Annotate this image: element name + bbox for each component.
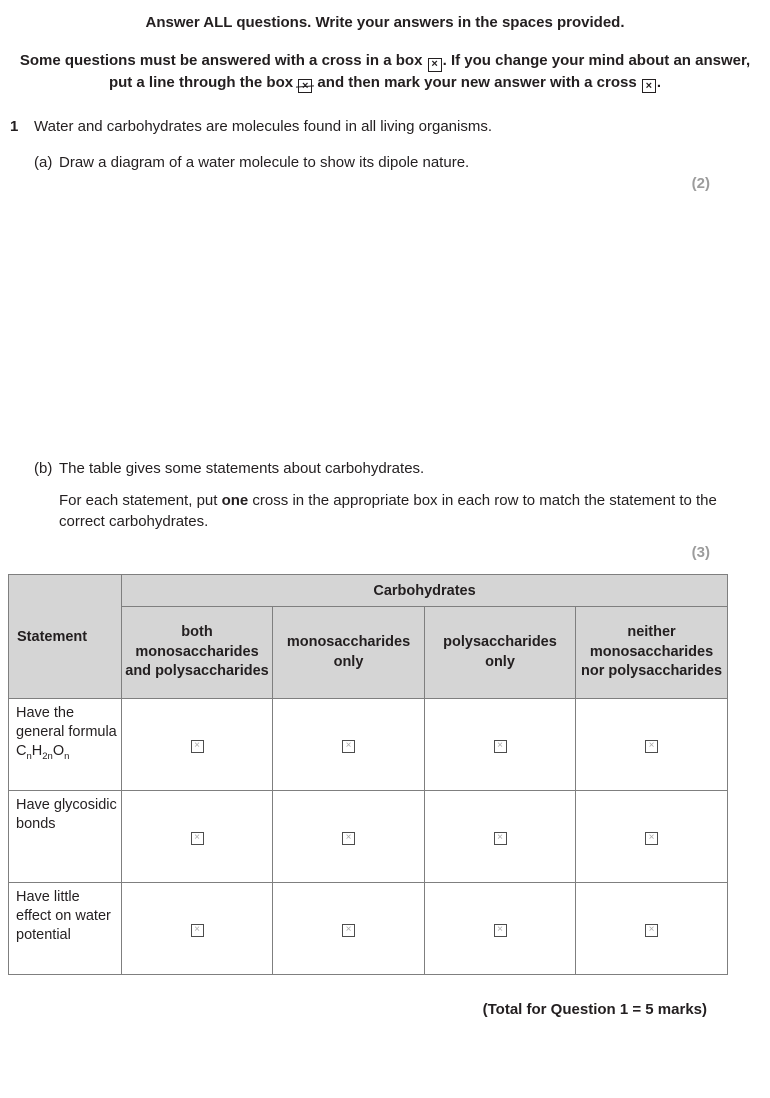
part-b-label: (b) [34, 460, 53, 477]
part-a-label: (a) [34, 154, 53, 171]
cross-glyph: × [345, 740, 352, 752]
answer-checkbox[interactable] [191, 740, 204, 753]
cross-glyph: × [194, 924, 200, 936]
answer-checkbox[interactable] [645, 924, 658, 937]
answer-checkbox[interactable] [342, 740, 355, 753]
part-b-text: The table gives some statements about carbohydrates. [59, 460, 425, 477]
part-b [34, 460, 727, 477]
chemical-formula: $C_nH_{2n}O_n$ [16, 743, 70, 763]
answer-checkbox[interactable] [191, 832, 204, 845]
answer-cell [273, 699, 425, 791]
cross-glyph: × [497, 924, 503, 936]
part-b-instruction-post: cross in the appropriate box in each row to match the statement to the correct carbohydrates. [59, 492, 717, 530]
part-a-marks: (2) [691, 175, 710, 192]
part-b-instruction-pre: For each statement, put [59, 492, 222, 509]
table-group-header-row [9, 575, 728, 607]
cross-glyph: × [302, 79, 309, 92]
answer-cell [122, 699, 273, 791]
answer-cell [122, 883, 273, 975]
answer-cell [576, 883, 728, 975]
answer-cell [273, 883, 425, 975]
column-header-neither: neither monosaccharides nor polysaccharides [576, 607, 728, 699]
answer-cell [425, 791, 576, 883]
statement-text: Have little effect on water potential [16, 889, 111, 944]
statement-cell [9, 791, 122, 883]
part-b-instruction-bold: one [221, 492, 249, 509]
part-b-instruction [59, 490, 727, 532]
part-a [34, 154, 727, 171]
answer-checkbox[interactable] [342, 924, 355, 937]
table-row-glycosidic-bonds [9, 791, 728, 883]
cross-glyph: × [648, 924, 655, 936]
cross-glyph: × [194, 832, 200, 844]
crossed-out-box-icon [298, 79, 312, 93]
statement-cell [9, 883, 122, 975]
answer-checkbox[interactable] [494, 740, 507, 753]
part-a-text: Draw a diagram of a water molecule to show its dipole nature. [59, 154, 470, 171]
statement-text: Have glycosidic bonds [16, 797, 117, 833]
cross-glyph: × [497, 740, 503, 752]
answer-checkbox[interactable] [342, 832, 355, 845]
instructions-body [0, 50, 770, 93]
carbohydrates-group-header: Carbohydrates [122, 575, 728, 607]
question-intro-text: Water and carbohydrates are molecules found in all living organisms. [34, 118, 493, 135]
answer-cell [576, 699, 728, 791]
statement-cell [9, 699, 122, 791]
answer-cell [122, 791, 273, 883]
cross-box-icon [642, 79, 656, 93]
cross-box-icon [428, 58, 442, 72]
instructions-text-1: Some questions must be answered with a cross in a box [19, 52, 427, 69]
answer-checkbox[interactable] [645, 832, 658, 845]
instructions-text-2: . If you change your mind about an answer, put a line through the box [108, 52, 751, 91]
instructions-text-4: . [656, 73, 662, 91]
question-total-marks: (Total for Question 1 = 5 marks) [482, 1001, 707, 1018]
cross-glyph: × [431, 58, 438, 70]
answer-cell [425, 883, 576, 975]
cross-glyph: × [194, 740, 200, 752]
cross-glyph: × [345, 924, 352, 936]
statement-text: Have the general formula [16, 705, 117, 741]
cross-glyph: × [648, 832, 655, 844]
instructions-text-3: and then mark your new answer with a cross [313, 73, 641, 91]
column-header-monosaccharides-only: monosaccharides only [273, 607, 425, 699]
answer-cell [425, 699, 576, 791]
carbohydrates-table [8, 574, 728, 975]
cross-glyph: × [345, 832, 352, 844]
answer-cell [576, 791, 728, 883]
cross-glyph: × [648, 740, 655, 752]
answer-cell [273, 791, 425, 883]
instructions-title: Answer ALL questions. Write your answers in the spaces provided. [145, 14, 625, 31]
answer-checkbox[interactable] [645, 740, 658, 753]
question-1 [10, 118, 727, 135]
answer-checkbox[interactable] [191, 924, 204, 937]
statement-column-header: Statement [9, 575, 122, 699]
column-header-both: both monosaccharides and polysaccharides [122, 607, 273, 699]
table-row-water-potential [9, 883, 728, 975]
answer-checkbox[interactable] [494, 832, 507, 845]
question-number: 1 [10, 118, 19, 135]
table-row-general-formula [9, 699, 728, 791]
column-header-polysaccharides-only: polysaccharides only [425, 607, 576, 699]
cross-glyph: × [645, 79, 653, 92]
answer-checkbox[interactable] [494, 924, 507, 937]
cross-glyph: × [497, 832, 503, 844]
part-b-marks: (3) [691, 544, 710, 561]
drawing-answer-area[interactable] [0, 192, 770, 460]
